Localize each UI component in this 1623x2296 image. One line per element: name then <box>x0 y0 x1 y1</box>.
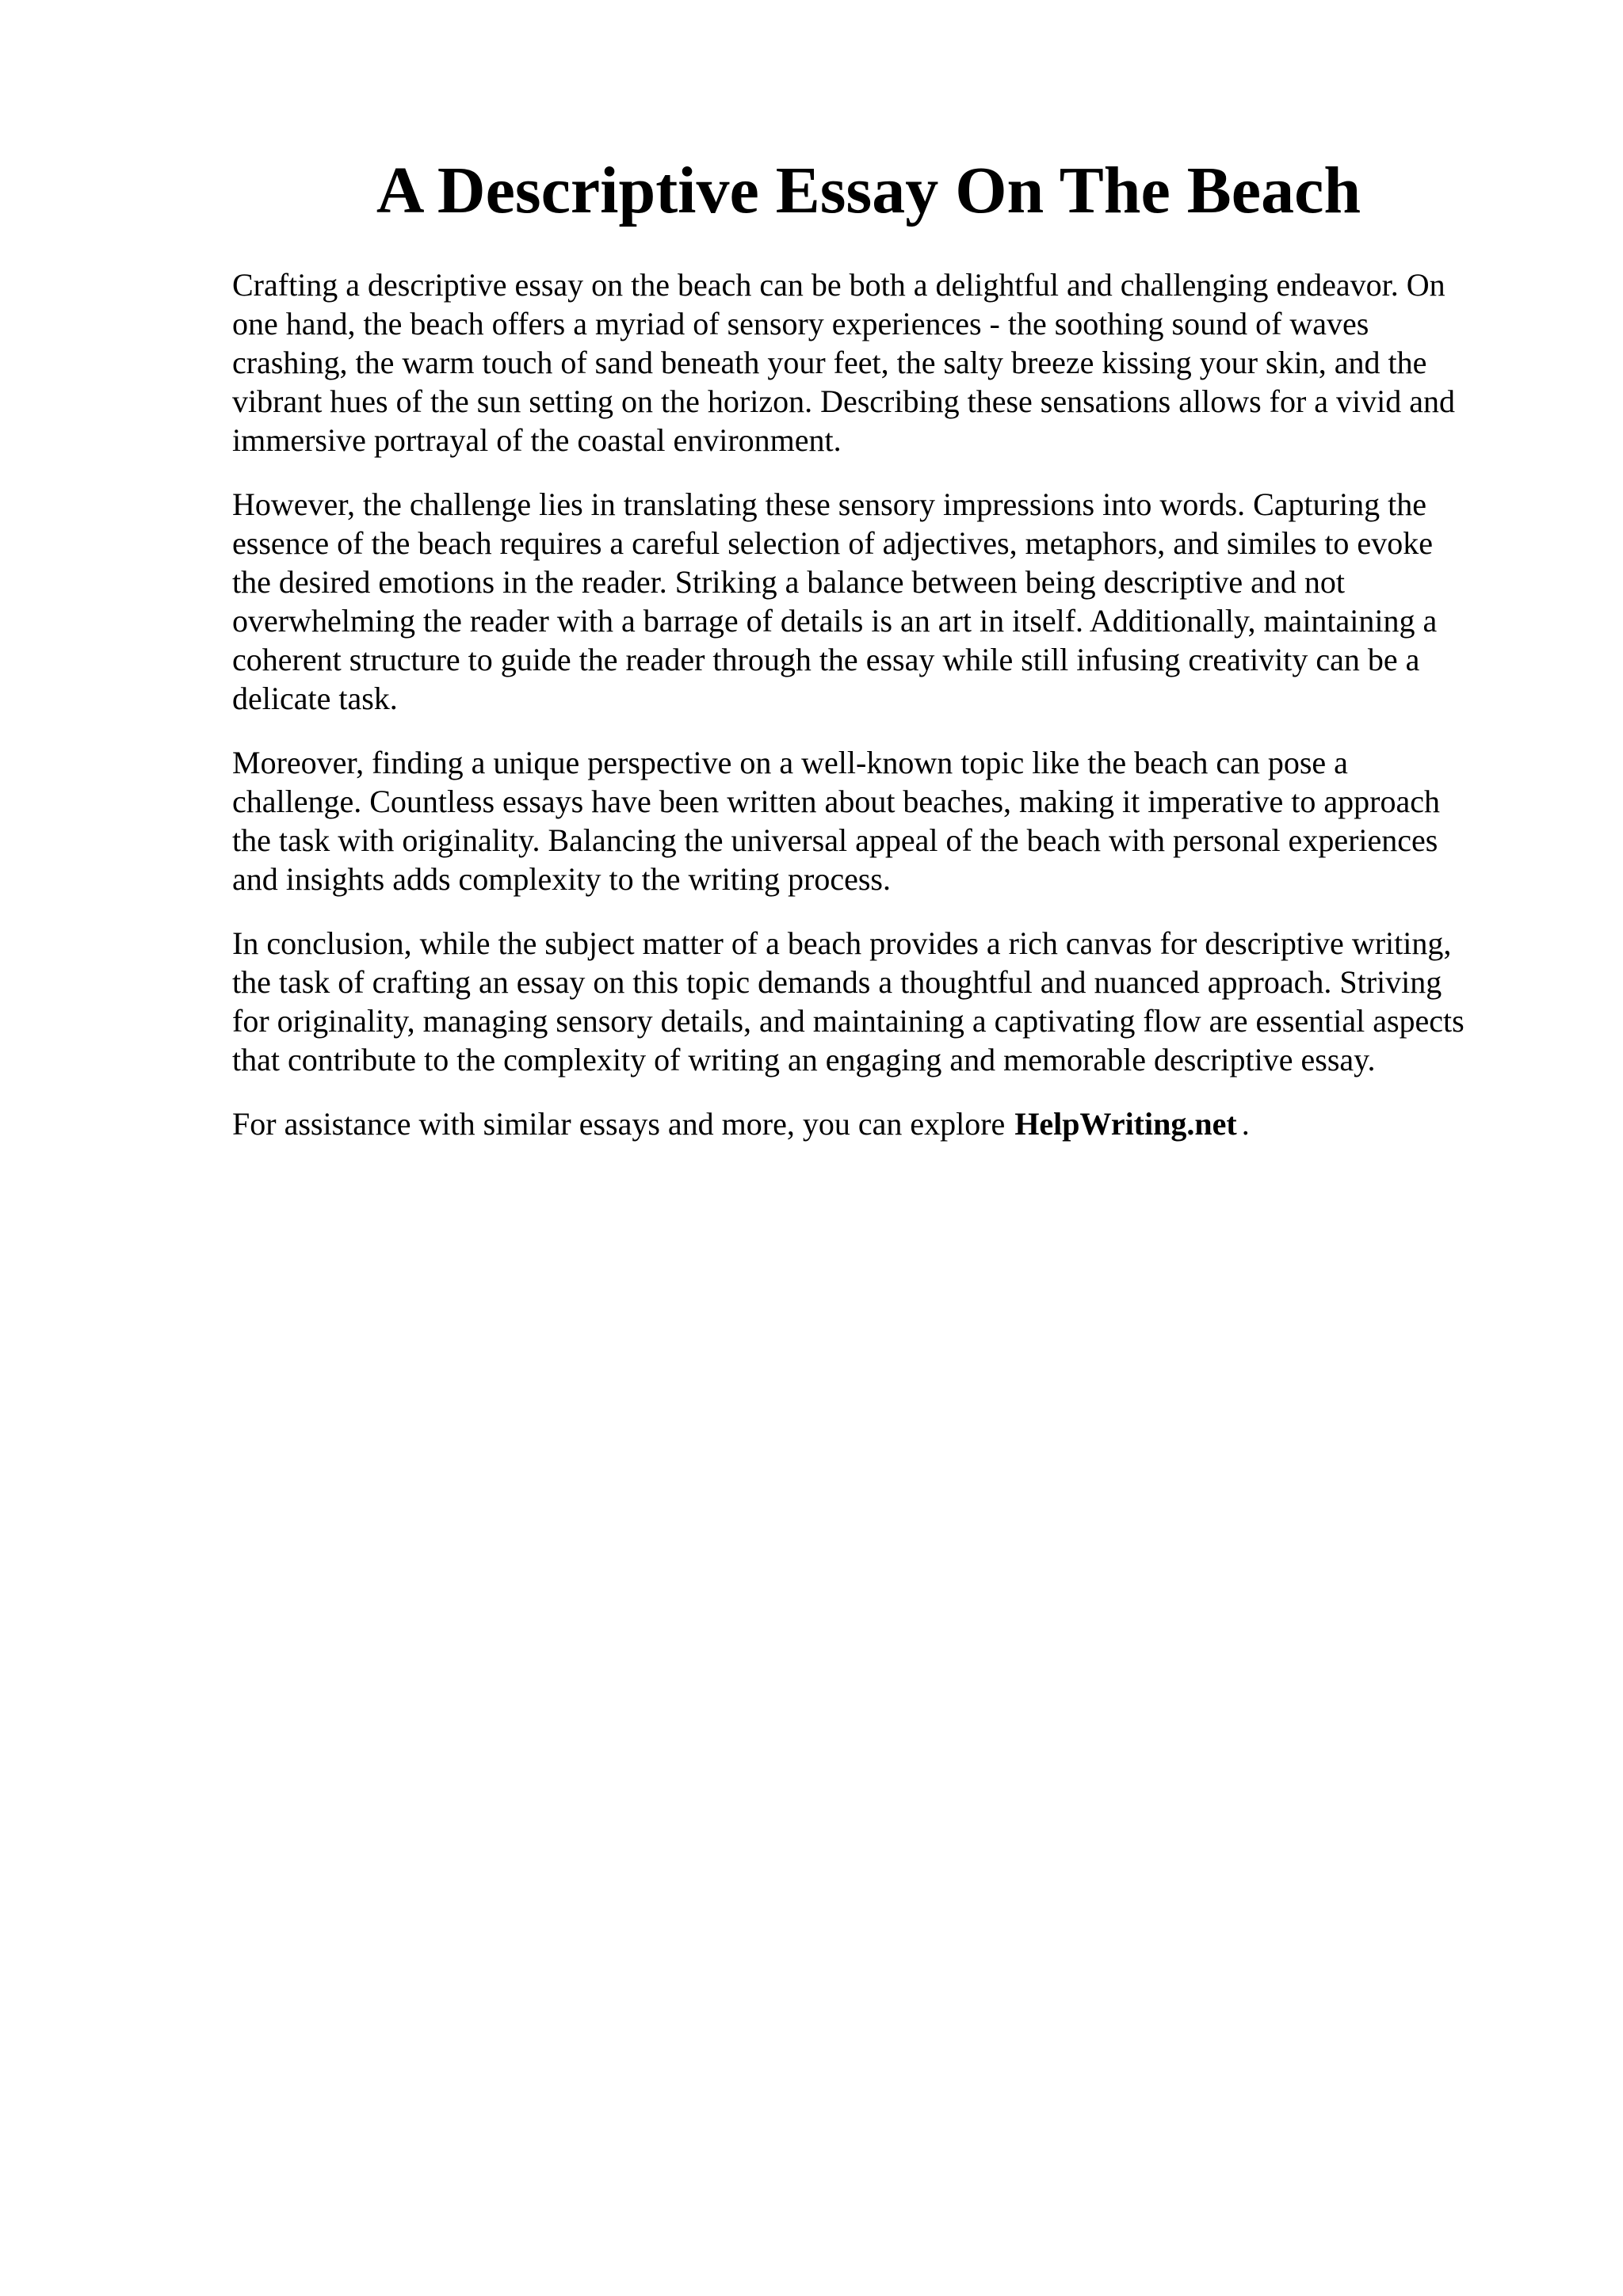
closing-period: . <box>1241 1106 1250 1142</box>
paragraph-line: for originality, managing sensory details, and maintaining a captivating flow are essential aspects <box>232 1003 1465 1039</box>
paragraph-line: However, the challenge lies in translating these sensory impressions into words. Capturing the <box>232 486 1426 522</box>
paragraph-line: essence of the beach requires a careful selection of adjectives, metaphors, and similes to evoke <box>232 525 1433 561</box>
paragraph-line: vibrant hues of the sun setting on the horizon. Describing these sensations allows for a vivid and <box>232 383 1456 419</box>
paragraph-line: one hand, the beach offers a myriad of sensory experiences - the soothing sound of waves <box>232 306 1369 341</box>
paragraph-line: In conclusion, while the subject matter of a beach provides a rich canvas for descriptive writing, <box>232 925 1452 961</box>
paragraph-line: the task with originality. Balancing the universal appeal of the beach with personal experiences <box>232 822 1438 858</box>
paragraph-line: Crafting a descriptive essay on the beach can be both a delightful and challenging endeavor. On <box>232 267 1445 303</box>
paragraph-line: crashing, the warm touch of sand beneath your feet, the salty breeze kissing your skin, and the <box>232 345 1427 380</box>
paragraph-line: coherent structure to guide the reader through the essay while still infusing creativity can be a <box>232 642 1420 677</box>
document-title: A Descriptive Essay On The Beach <box>376 154 1361 227</box>
paragraph-line: challenge. Countless essays have been written about beaches, making it imperative to approach <box>232 784 1440 819</box>
paragraph-line: Moreover, finding a unique perspective on a well-known topic like the beach can pose a <box>232 745 1348 780</box>
paragraph-line: overwhelming the reader with a barrage of details is an art in itself. Additionally, maintaining a <box>232 603 1438 639</box>
paragraph-line: immersive portrayal of the coastal environment. <box>232 422 842 458</box>
paragraph-3 <box>232 743 1516 898</box>
paragraph-2 <box>232 485 1516 718</box>
closing-paragraph <box>232 1104 1516 1143</box>
paragraph-line: that contribute to the complexity of writing an engaging and memorable descriptive essay. <box>232 1042 1376 1077</box>
paragraph-4 <box>232 924 1516 1079</box>
essay-body <box>232 265 1516 1169</box>
paragraph-line: and insights adds complexity to the writing process. <box>232 861 891 897</box>
paragraph-line: the desired emotions in the reader. Striking a balance between being descriptive and not <box>232 564 1345 600</box>
paragraph-1 <box>232 265 1516 460</box>
paragraph-line: delicate task. <box>232 681 398 716</box>
helpwriting-link[interactable]: HelpWriting.net <box>1014 1106 1237 1142</box>
paragraph-line: the task of crafting an essay on this topic demands a thoughtful and nuanced approach. Striving <box>232 964 1442 1000</box>
closing-text: For assistance with similar essays and more, you can explore <box>232 1106 1006 1142</box>
